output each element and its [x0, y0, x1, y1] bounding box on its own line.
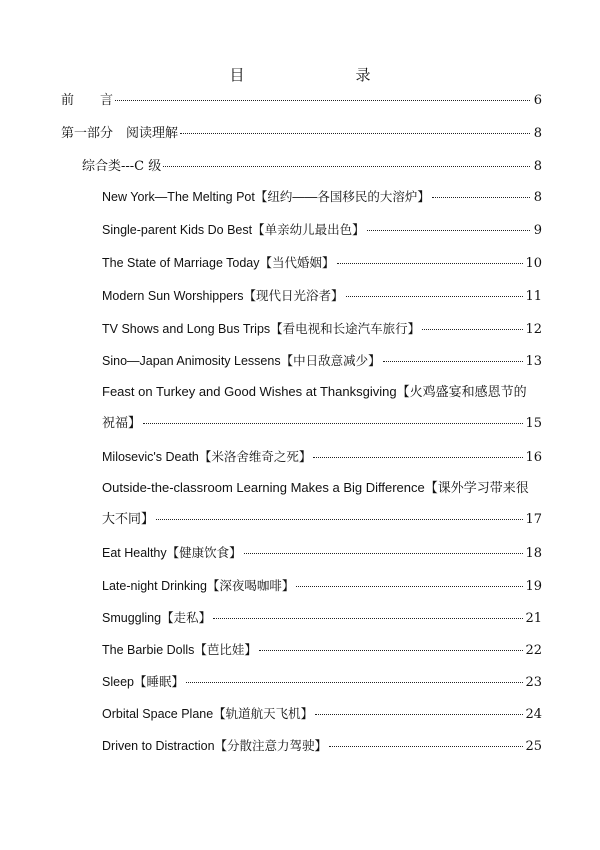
entry-label: New York—The Melting Pot【纽约——各国移民的大溶炉】	[102, 190, 430, 204]
entry-label: Smuggling【走私】	[102, 611, 212, 625]
dot-leader	[329, 745, 523, 747]
toc-entry[interactable]	[102, 673, 542, 692]
toc-entry[interactable]	[102, 448, 542, 467]
entry-page: 23	[525, 675, 542, 690]
toc-entry[interactable]	[102, 188, 542, 207]
entry-page: 10	[525, 256, 542, 271]
dot-leader	[296, 585, 523, 587]
toc-entry[interactable]	[102, 737, 542, 756]
entry-page: 22	[525, 643, 542, 658]
dot-leader	[422, 328, 523, 330]
entry-page: 11	[525, 289, 542, 304]
entry-label: Driven to Distraction【分散注意力驾驶】	[102, 739, 328, 753]
dot-leader	[115, 99, 530, 101]
entry-label: Sino—Japan Animosity Lessens【中日敌意减少】	[102, 354, 381, 368]
toc-entry-preface[interactable]	[61, 92, 542, 110]
toc-entry[interactable]	[102, 705, 542, 724]
entry-page: 13	[525, 354, 542, 369]
entry-label: The State of Marriage Today【当代婚姻】	[102, 256, 335, 270]
entry-label: 综合类---C 级	[82, 159, 162, 174]
toc-entry[interactable]	[102, 609, 542, 628]
entry-label: The Barbie Dolls【芭比娃】	[102, 643, 257, 657]
dot-leader	[383, 360, 524, 362]
entry-page: 16	[525, 450, 542, 465]
toc-entry[interactable]	[102, 221, 542, 240]
toc-entry[interactable]	[102, 320, 542, 339]
dot-leader	[186, 681, 523, 683]
toc-entry[interactable]	[102, 287, 542, 306]
entry-page: 12	[525, 322, 542, 337]
toc-entry[interactable]	[102, 577, 542, 596]
entry-label-continuation: 大不同】	[102, 512, 155, 527]
toc-entry[interactable]	[102, 415, 542, 433]
entry-label: 前 言	[61, 93, 114, 108]
dot-leader	[367, 229, 530, 231]
entry-page: 8	[533, 159, 542, 174]
entry-label: TV Shows and Long Bus Trips【看电视和长途汽车旅行】	[102, 322, 421, 336]
dot-leader	[163, 165, 530, 167]
entry-page: 17	[525, 512, 542, 527]
entry-page: 15	[525, 416, 542, 431]
entry-label: Orbital Space Plane【轨道航天飞机】	[102, 707, 314, 721]
entry-page: 18	[525, 546, 542, 561]
entry-label: 第一部分 阅读理解	[61, 126, 179, 141]
toc-entry[interactable]	[102, 641, 542, 660]
dot-leader	[143, 422, 523, 424]
toc-entry-section[interactable]	[82, 158, 542, 176]
entry-page: 25	[525, 739, 542, 754]
entry-label: Modern Sun Worshippers【现代日光浴者】	[102, 289, 344, 303]
dot-leader	[337, 262, 524, 264]
entry-label: Milosevic's Death【米洛舍维奇之死】	[102, 450, 312, 464]
entry-page: 8	[533, 190, 542, 205]
dot-leader	[244, 552, 524, 554]
entry-page: 6	[533, 93, 542, 108]
toc-entry[interactable]	[102, 511, 542, 529]
entry-page: 9	[533, 223, 542, 238]
entry-page: 8	[533, 126, 542, 141]
entry-page: 19	[525, 579, 542, 594]
entry-label: Sleep【睡眠】	[102, 675, 184, 689]
entry-label-continuation: 祝福】	[102, 416, 142, 431]
toc-entry[interactable]	[102, 352, 542, 371]
dot-leader	[259, 649, 524, 651]
entry-page: 21	[525, 611, 542, 626]
entry-label: Late-night Drinking【深夜喝咖啡】	[102, 579, 295, 593]
toc-entry-part1[interactable]	[61, 125, 542, 143]
page-title: 目 录	[229, 66, 419, 84]
dot-leader	[156, 518, 523, 520]
dot-leader	[213, 617, 523, 619]
toc-entry-first-line[interactable]: Outside-the-classroom Learning Makes a Big Difference【课外学习带来很	[102, 480, 529, 495]
toc-entry[interactable]	[102, 544, 542, 563]
dot-leader	[315, 713, 523, 715]
entry-label: Eat Healthy【健康饮食】	[102, 546, 242, 560]
entry-label: Single-parent Kids Do Best【单亲幼儿最出色】	[102, 223, 365, 237]
dot-leader	[180, 132, 530, 134]
toc-entry-first-line[interactable]: Feast on Turkey and Good Wishes at Thanksgiving【火鸡盛宴和感恩节的	[102, 384, 527, 399]
toc-entry[interactable]	[102, 254, 542, 273]
dot-leader	[432, 196, 530, 198]
dot-leader	[313, 456, 523, 458]
dot-leader	[346, 295, 524, 297]
entry-page: 24	[525, 707, 542, 722]
